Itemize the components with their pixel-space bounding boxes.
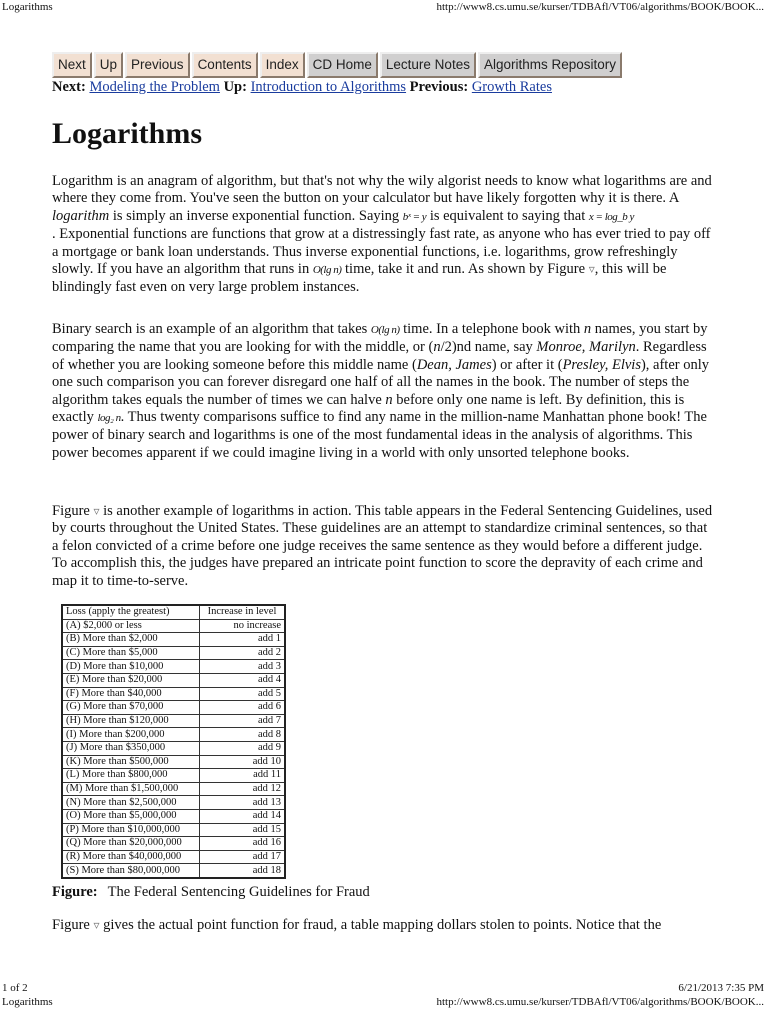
increase-cell: add 11	[200, 769, 286, 783]
increase-cell: add 10	[200, 755, 286, 769]
increase-cell: add 4	[200, 673, 286, 687]
increase-cell: add 9	[200, 741, 286, 755]
table-row	[62, 769, 285, 783]
paragraph-point-function	[52, 917, 716, 934]
loss-cell: (O) More than $5,000,000	[62, 809, 200, 823]
loss-cell: (S) More than $80,000,000	[62, 864, 200, 878]
loss-cell: (R) More than $40,000,000	[62, 850, 200, 864]
loss-cell: (G) More than $70,000	[62, 701, 200, 715]
text: Figure	[52, 917, 94, 933]
table-row	[62, 809, 285, 823]
increase-cell: add 16	[200, 837, 286, 851]
text: . Regardless of whether you are looking someone before this middle name (	[52, 339, 707, 373]
algorithms-repository-button[interactable]: Algorithms Repository	[478, 52, 622, 78]
text: time. In a telephone book with	[399, 321, 584, 337]
increase-cell: add 17	[200, 850, 286, 864]
text: , this will be blindingly fast even on very large problem instances.	[52, 261, 667, 296]
text: gives the actual point function for fraud, a table mapping dollars stolen to points. Notice that the	[99, 917, 662, 933]
loss-cell: (I) More than $200,000	[62, 728, 200, 742]
math-olgn: O(lg n)	[370, 324, 400, 336]
math-exponential: bˣ = y	[402, 210, 427, 223]
previous-button[interactable]: Previous	[125, 52, 190, 78]
caption-text: The Federal Sentencing Guidelines for Fraud	[107, 884, 370, 900]
cd-home-button[interactable]: CD Home	[307, 52, 378, 78]
increase-cell: add 8	[200, 728, 286, 742]
print-datetime: 6/21/2013 7:35 PM	[678, 982, 764, 994]
text: /2)nd name, say	[440, 339, 537, 356]
text: is another example of logarithms in action. This table appears in the Federal Sentencing Guidelines, used by courts throughout the United States. These guidelines are an attempt to standardize criminal sentences, so that a felon convicted of a crime before one judge receives the same sentence as they would before a different judge. To accomplish this, the judges have prepared an intricate point function to score the depravity of each crime and map it to time-to-serve.	[52, 503, 713, 589]
loss-cell: (M) More than $1,500,000	[62, 782, 200, 796]
table-row	[62, 673, 285, 687]
increase-cell: add 18	[200, 864, 286, 878]
increase-cell: add 1	[200, 633, 286, 647]
text: Binary search is an example of an algorithm that takes	[52, 321, 371, 337]
loss-cell: (A) $2,000 or less	[62, 619, 200, 633]
text: ) or after it (	[491, 356, 563, 373]
var-n: n	[583, 321, 592, 337]
text: ), after only one such comparison you can forever disregard one half of all the names in the book. The number of steps the algorithm takes equals the number of times we can halve	[52, 356, 710, 408]
previous-link[interactable]: Growth Rates	[471, 79, 552, 95]
print-footer-title: Logarithms	[2, 996, 53, 1008]
math-log-definition: x = log_b y	[588, 210, 634, 223]
up-label: Up:	[223, 79, 247, 95]
increase-cell: add 14	[200, 809, 286, 823]
lecture-notes-button[interactable]: Lecture Notes	[380, 52, 476, 78]
loss-cell: (L) More than $800,000	[62, 769, 200, 783]
text: names, you start by comparing the name that you are looking for with the middle, or (	[52, 321, 708, 356]
increase-cell: add 7	[200, 714, 286, 728]
table-row	[62, 728, 285, 742]
name-example: Presley, Elvis	[562, 356, 641, 373]
loss-cell: (N) More than $2,500,000	[62, 796, 200, 810]
page-count: 1 of 2	[2, 982, 28, 994]
name-example: Monroe, Marilyn	[536, 339, 636, 356]
increase-cell: add 12	[200, 782, 286, 796]
term-logarithm: logarithm	[52, 207, 110, 224]
up-button[interactable]: Up	[94, 52, 123, 78]
increase-cell: add 15	[200, 823, 286, 837]
var-n: n	[385, 391, 393, 408]
print-footer-url: http://www8.cs.umu.se/kurser/TDBAfl/VT06/algorithms/BOOK/BOOK...	[436, 996, 764, 1008]
loss-cell: (F) More than $40,000	[62, 687, 200, 701]
text: Figure	[52, 503, 94, 519]
loss-cell: (P) More than $10,000,000	[62, 823, 200, 837]
text: . Thus twenty comparisons suffice to find any name in the million-name Manhattan phone book! The power of binary search and logarithms is one of the most fundamental ideas in the analysis of algorithms. This power becomes apparent if we could imagine living in a world with only unsorted telephone books.	[52, 409, 707, 461]
math-olgn: O(lg n)	[312, 264, 342, 277]
increase-cell: add 5	[200, 687, 286, 701]
text: . Exponential functions are functions that grow at a distressingly fast rate, as anyone who has ever tried to pay off a mortgage or bank loan understands. Thus inverse exponential functions, i.e. logarithms, grow refreshingly slowly. If you have an algorithm that runs in	[52, 226, 711, 278]
loss-cell: (C) More than $5,000	[62, 646, 200, 660]
contents-button[interactable]: Contents	[192, 52, 258, 78]
table-row	[62, 864, 285, 878]
text: time, take it and run. As shown by Figure	[341, 261, 589, 278]
table-row	[62, 782, 285, 796]
table-row	[62, 755, 285, 769]
table-row	[62, 714, 285, 728]
table-row	[62, 741, 285, 755]
increase-cell: no increase	[200, 619, 286, 633]
print-header-url: http://www8.cs.umu.se/kurser/TDBAfl/VT06/algorithms/BOOK/BOOK...	[436, 1, 764, 13]
loss-cell: (H) More than $120,000	[62, 714, 200, 728]
table-row	[62, 850, 285, 864]
increase-cell: add 3	[200, 660, 286, 674]
text: is simply an inverse exponential function. Saying	[109, 207, 403, 224]
math-log2n: log₂ n	[97, 412, 121, 425]
text: is equivalent to saying that	[426, 207, 589, 224]
loss-cell: (D) More than $10,000	[62, 660, 200, 674]
text: Logarithm is an anagram of algorithm, but that's not why the wily algorist needs to know what logarithms are and where they come from. You've seen the button on your calculator but have likely forgotten why it is there. A	[52, 173, 712, 207]
fraud-table	[61, 604, 286, 879]
table-header-cell: Loss (apply the greatest)	[62, 605, 200, 619]
loss-cell: (B) More than $2,000	[62, 633, 200, 647]
table-row	[62, 619, 285, 633]
next-button[interactable]: Next	[52, 52, 92, 78]
loss-cell: (J) More than $350,000	[62, 741, 200, 755]
increase-cell: add 13	[200, 796, 286, 810]
nav-links-line	[52, 79, 552, 96]
loss-cell: (Q) More than $20,000,000	[62, 837, 200, 851]
figure-ref-icon[interactable]: ▿	[93, 504, 100, 518]
table-row	[62, 660, 285, 674]
table-header-row	[62, 605, 285, 619]
loss-cell: (K) More than $500,000	[62, 755, 200, 769]
table-row	[62, 687, 285, 701]
next-label: Next:	[52, 79, 86, 95]
paragraph-logarithm-definition	[52, 173, 716, 297]
page-title: Logarithms	[52, 117, 202, 150]
table-row	[62, 823, 285, 837]
table-row	[62, 633, 285, 647]
next-link[interactable]: Modeling the Problem	[89, 79, 220, 95]
loss-cell: (E) More than $20,000	[62, 673, 200, 687]
navigation-bar	[52, 52, 622, 78]
caption-label: Figure:	[52, 884, 98, 900]
name-example: Dean, James	[416, 356, 492, 373]
figure-ref-icon[interactable]: ▿	[588, 262, 595, 277]
increase-cell: add 2	[200, 646, 286, 660]
paragraph-sentencing	[52, 503, 716, 590]
table-row	[62, 646, 285, 660]
index-button[interactable]: Index	[260, 52, 305, 78]
table-header-cell: Increase in level	[200, 605, 286, 619]
table-row	[62, 701, 285, 715]
previous-label: Previous:	[409, 79, 469, 95]
print-header-title: Logarithms	[2, 1, 53, 13]
var-n: n	[433, 339, 441, 356]
increase-cell: add 6	[200, 701, 286, 715]
table-row	[62, 796, 285, 810]
paragraph-binary-search	[52, 321, 716, 462]
table-row	[62, 837, 285, 851]
figure-caption	[52, 884, 370, 901]
text: before only one name is left. By definition, this is exactly	[52, 391, 685, 426]
figure-ref-icon[interactable]: ▿	[93, 918, 100, 932]
up-link[interactable]: Introduction to Algorithms	[250, 79, 407, 95]
